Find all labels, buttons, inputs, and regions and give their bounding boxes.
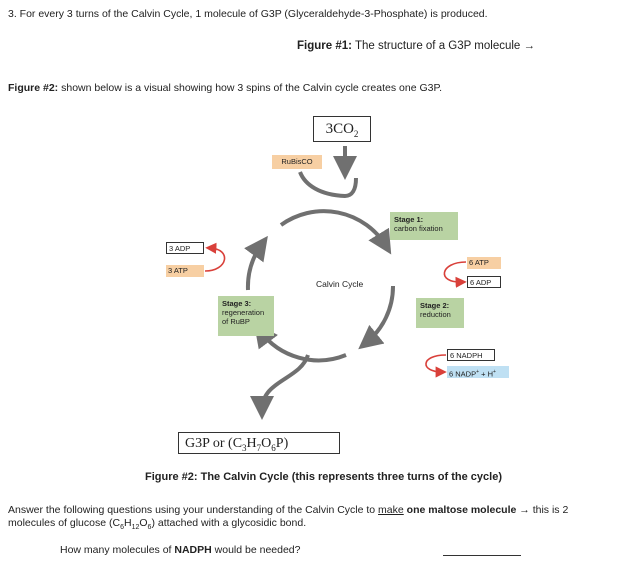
figure1-label: Figure #1: [297,40,352,52]
how-many-c: would be needed? [211,544,301,556]
figure2-label: Figure #2: [8,82,59,94]
g3p-end: P) [275,436,289,451]
stage1-desc: carbon fixation [394,224,443,233]
how-many-nadph: NADPH [174,544,212,556]
adp3-box: 3 ADP [166,242,204,254]
g3p-box [178,432,340,454]
atp-adp-red-arrow-right [444,262,466,282]
answer-line-1 [8,504,568,516]
nadp-text: 6 NADP [449,369,477,379]
figure1-text: The structure of a G3P molecule [354,40,521,52]
nadph-box: 6 NADPH [447,349,495,361]
co2-box [313,116,371,142]
how-many-question [60,544,300,556]
stage2-desc: reduction [420,310,451,319]
g3p-h: H [246,436,257,451]
rubisco-entry-curve [300,172,356,196]
stage3-box [218,296,274,336]
answer-line2-s1: 6 [120,524,124,532]
g3p-output-arrow [262,355,308,410]
g3p-sub3: 6 [271,442,276,453]
stage3-desc-line1: regeneration [222,308,265,317]
atp-adp-red-arrow-left [205,248,225,271]
figure2-text: shown below is a visual showing how 3 spins of the Calvin cycle creates one G3P. [61,82,443,94]
answer-line1-maltose: one maltose molecule [403,504,517,516]
answer-line2-o: O [139,517,148,529]
question-text: 3. For every 3 turns of the Calvin Cycle, 1 molecule of G3P (Glyceraldehyde-3-Phosphate) is produced. [8,8,488,20]
co2-subscript: 2 [353,129,359,139]
rubisco-label: RuBisCO [272,155,322,169]
answer-line-2 [8,517,306,531]
answer-line2-a: molecules of glucose (C [8,517,121,529]
stage1-box [390,212,458,240]
stage2-title: Stage 2: [420,301,450,310]
nadp-sup2: + [493,369,496,375]
right-arrow-icon: → [523,40,536,52]
g3p-prefix: G3P or (C [185,436,243,451]
answer-line2-b: ) attached with a glycosidic bond. [151,517,307,529]
adp6-box: 6 ADP [467,276,501,288]
g3p-o: O [261,436,272,451]
stage1-title: Stage 1: [394,215,424,224]
atp3-box: 3 ATP [166,265,204,277]
answer-line1-a: Answer the following questions using your understanding of the Calvin Cycle to [8,504,379,516]
answer-line2-h: H [123,517,132,529]
answer-line1-underlined: make [378,504,404,516]
calvin-cycle-center-label: Calvin Cycle [316,279,364,289]
how-many-a: How many molecules of [60,544,175,556]
atp6-box: 6 ATP [467,257,501,269]
g3p-sub2: 7 [256,442,262,453]
nadp-sup: + [476,369,480,375]
answer-line2-s2: 12 [131,524,140,532]
nadph-red-arrow [426,355,446,372]
answer-line2-s3: 6 [147,524,152,532]
cycle-arc-top [281,211,386,246]
cycle-arc-right [366,286,393,343]
stage3-title: Stage 3: [222,299,252,308]
cycle-arc-left [248,244,262,290]
nadp-box [447,366,509,378]
answer-blank-line[interactable] [443,555,521,556]
answer-line1-c: this is 2 [532,504,569,516]
co2-text: 3CO [325,121,354,137]
figure2-caption: Figure #2: The Calvin Cycle (this represents three turns of the cycle) [145,471,502,483]
stage3-desc-line2: of RuBP [222,317,250,326]
nadp-tail: + H [481,369,493,379]
answer-line1-arrow: → [516,504,533,516]
stage2-box [416,298,464,328]
g3p-sub1: 3 [242,442,247,453]
